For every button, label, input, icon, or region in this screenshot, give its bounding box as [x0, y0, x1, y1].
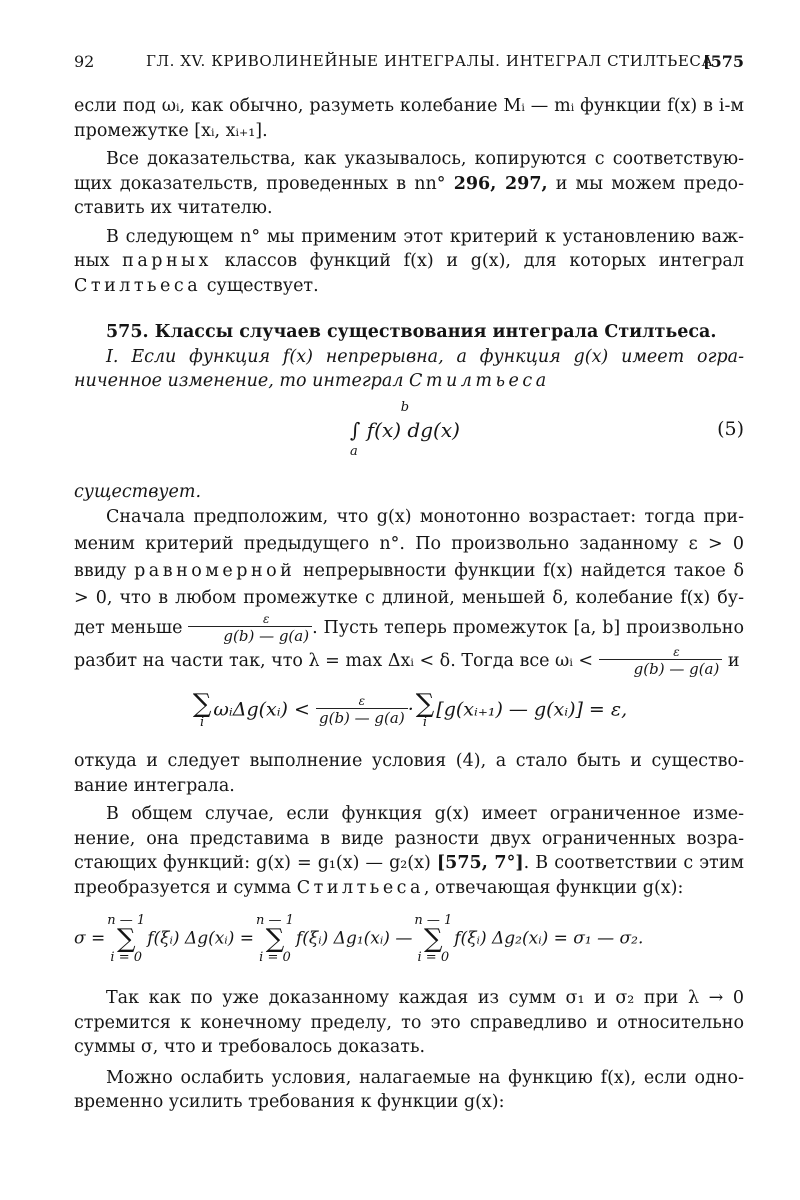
page-number: 92: [74, 52, 95, 71]
paragraph-1: если под ωᵢ, как обычно, разуметь колебание Mᵢ — mᵢ функции f(x) в i-м промежутке [xᵢ, xᵢ₊₁].: [74, 96, 744, 141]
paragraph-7: Так как по уже доказанному каждая из сумм σ₁ и σ₂ при λ → 0 стремится к конечному пределу, то это справедливо и относительно суммы σ, что и требовалось доказать.: [74, 988, 744, 1057]
equation-6: ∑ i ωᵢΔg(xᵢ) < $\frac{\varepsilon}{g(b) — g(a)}$ · ∑ i [g(xᵢ₊₁) — g(xᵢ)] = ε,: [192, 689, 628, 730]
fraction-eps-2: $\frac{\varepsilon}{g(b) — g(a)}$: [599, 645, 723, 678]
paragraph-3: В следующем n° мы применим этот критерий к установлению важных парных классов функций f(x) и g(x), для которых интеграл Стилтьеса существует.: [74, 226, 744, 296]
running-header: [74, 38, 744, 71]
equation-number: (5): [717, 417, 744, 440]
theorem-statement: I. Если функция f(x) непрерывна, а функция g(x) имеет ограниченное изменение, то интеграл Стилтьеса: [74, 346, 744, 391]
paragraph-2: Все доказательства, как указывалось, копируются с соответствующих доказательств, проведенных в nn° 296, 297, и мы можем предоставить их читателю.: [74, 149, 744, 218]
book-page: [74, 38, 744, 1115]
paragraph-4: Сначала предположим, что g(x) монотонно возрастает: тогда применим критерий предыдущего n°. По произвольно заданному ε > 0 ввиду равномерной непрерывности функции f(x) найдется такое δ > 0, что в любом промежутке с длиной, меньшей δ, колебание f(x) будет меньше $\frac{\varepsilon}{g(b) — g(a)}$ . Пусть теперь промежуток [a, b] произвольно разбит на части так, что λ = max Δxᵢ < δ. Тогда все ωᵢ < $\frac{\varepsilon}{g(b) — g(a)}$ и: [74, 507, 744, 678]
paragraph-8: Можно ослабить условия, налагаемые на функцию f(x), если одновременно усилить требования к функции g(x):: [74, 1067, 744, 1112]
running-title: ГЛ. XV. КРИВОЛИНЕЙНЫЕ ИНТЕГРАЛЫ. ИНТЕГРАЛ СТИЛТЬЕСА: [146, 52, 714, 70]
paragraph-5: откуда и следует выполнение условия (4), а стало быть и существование интеграла.: [74, 751, 744, 796]
equation-7: σ = n — 1 ∑ i = 0 f(ξᵢ) Δg(xᵢ) = n — 1 ∑ i = 0 f(ξᵢ) Δg₁(xᵢ) — n — 1 ∑ i = 0 f(ξᵢ) Δg₂(xᵢ) = σ₁ — σ₂.: [74, 913, 644, 965]
fraction-eps: $\frac{\varepsilon}{g(b) — g(a)}$: [188, 612, 312, 645]
theorem-end: существует.: [74, 481, 202, 502]
section-title: 575. Классы случаев существования интеграла Стилтьеса.: [106, 322, 717, 342]
equation-5: b ∫ f(x) dg(x) a (5): [350, 399, 744, 459]
section-ref: [575: [703, 52, 744, 71]
paragraph-6: В общем случае, если функция g(x) имеет ограниченное изменение, она представима в виде разности двух ограниченных возрастающих функций: g(x) = g₁(x) — g₂(x) [575, 7°]. В соответствии с этим преобразуется и сумма Стилтьеса, отвечающая функции g(x):: [74, 804, 745, 898]
